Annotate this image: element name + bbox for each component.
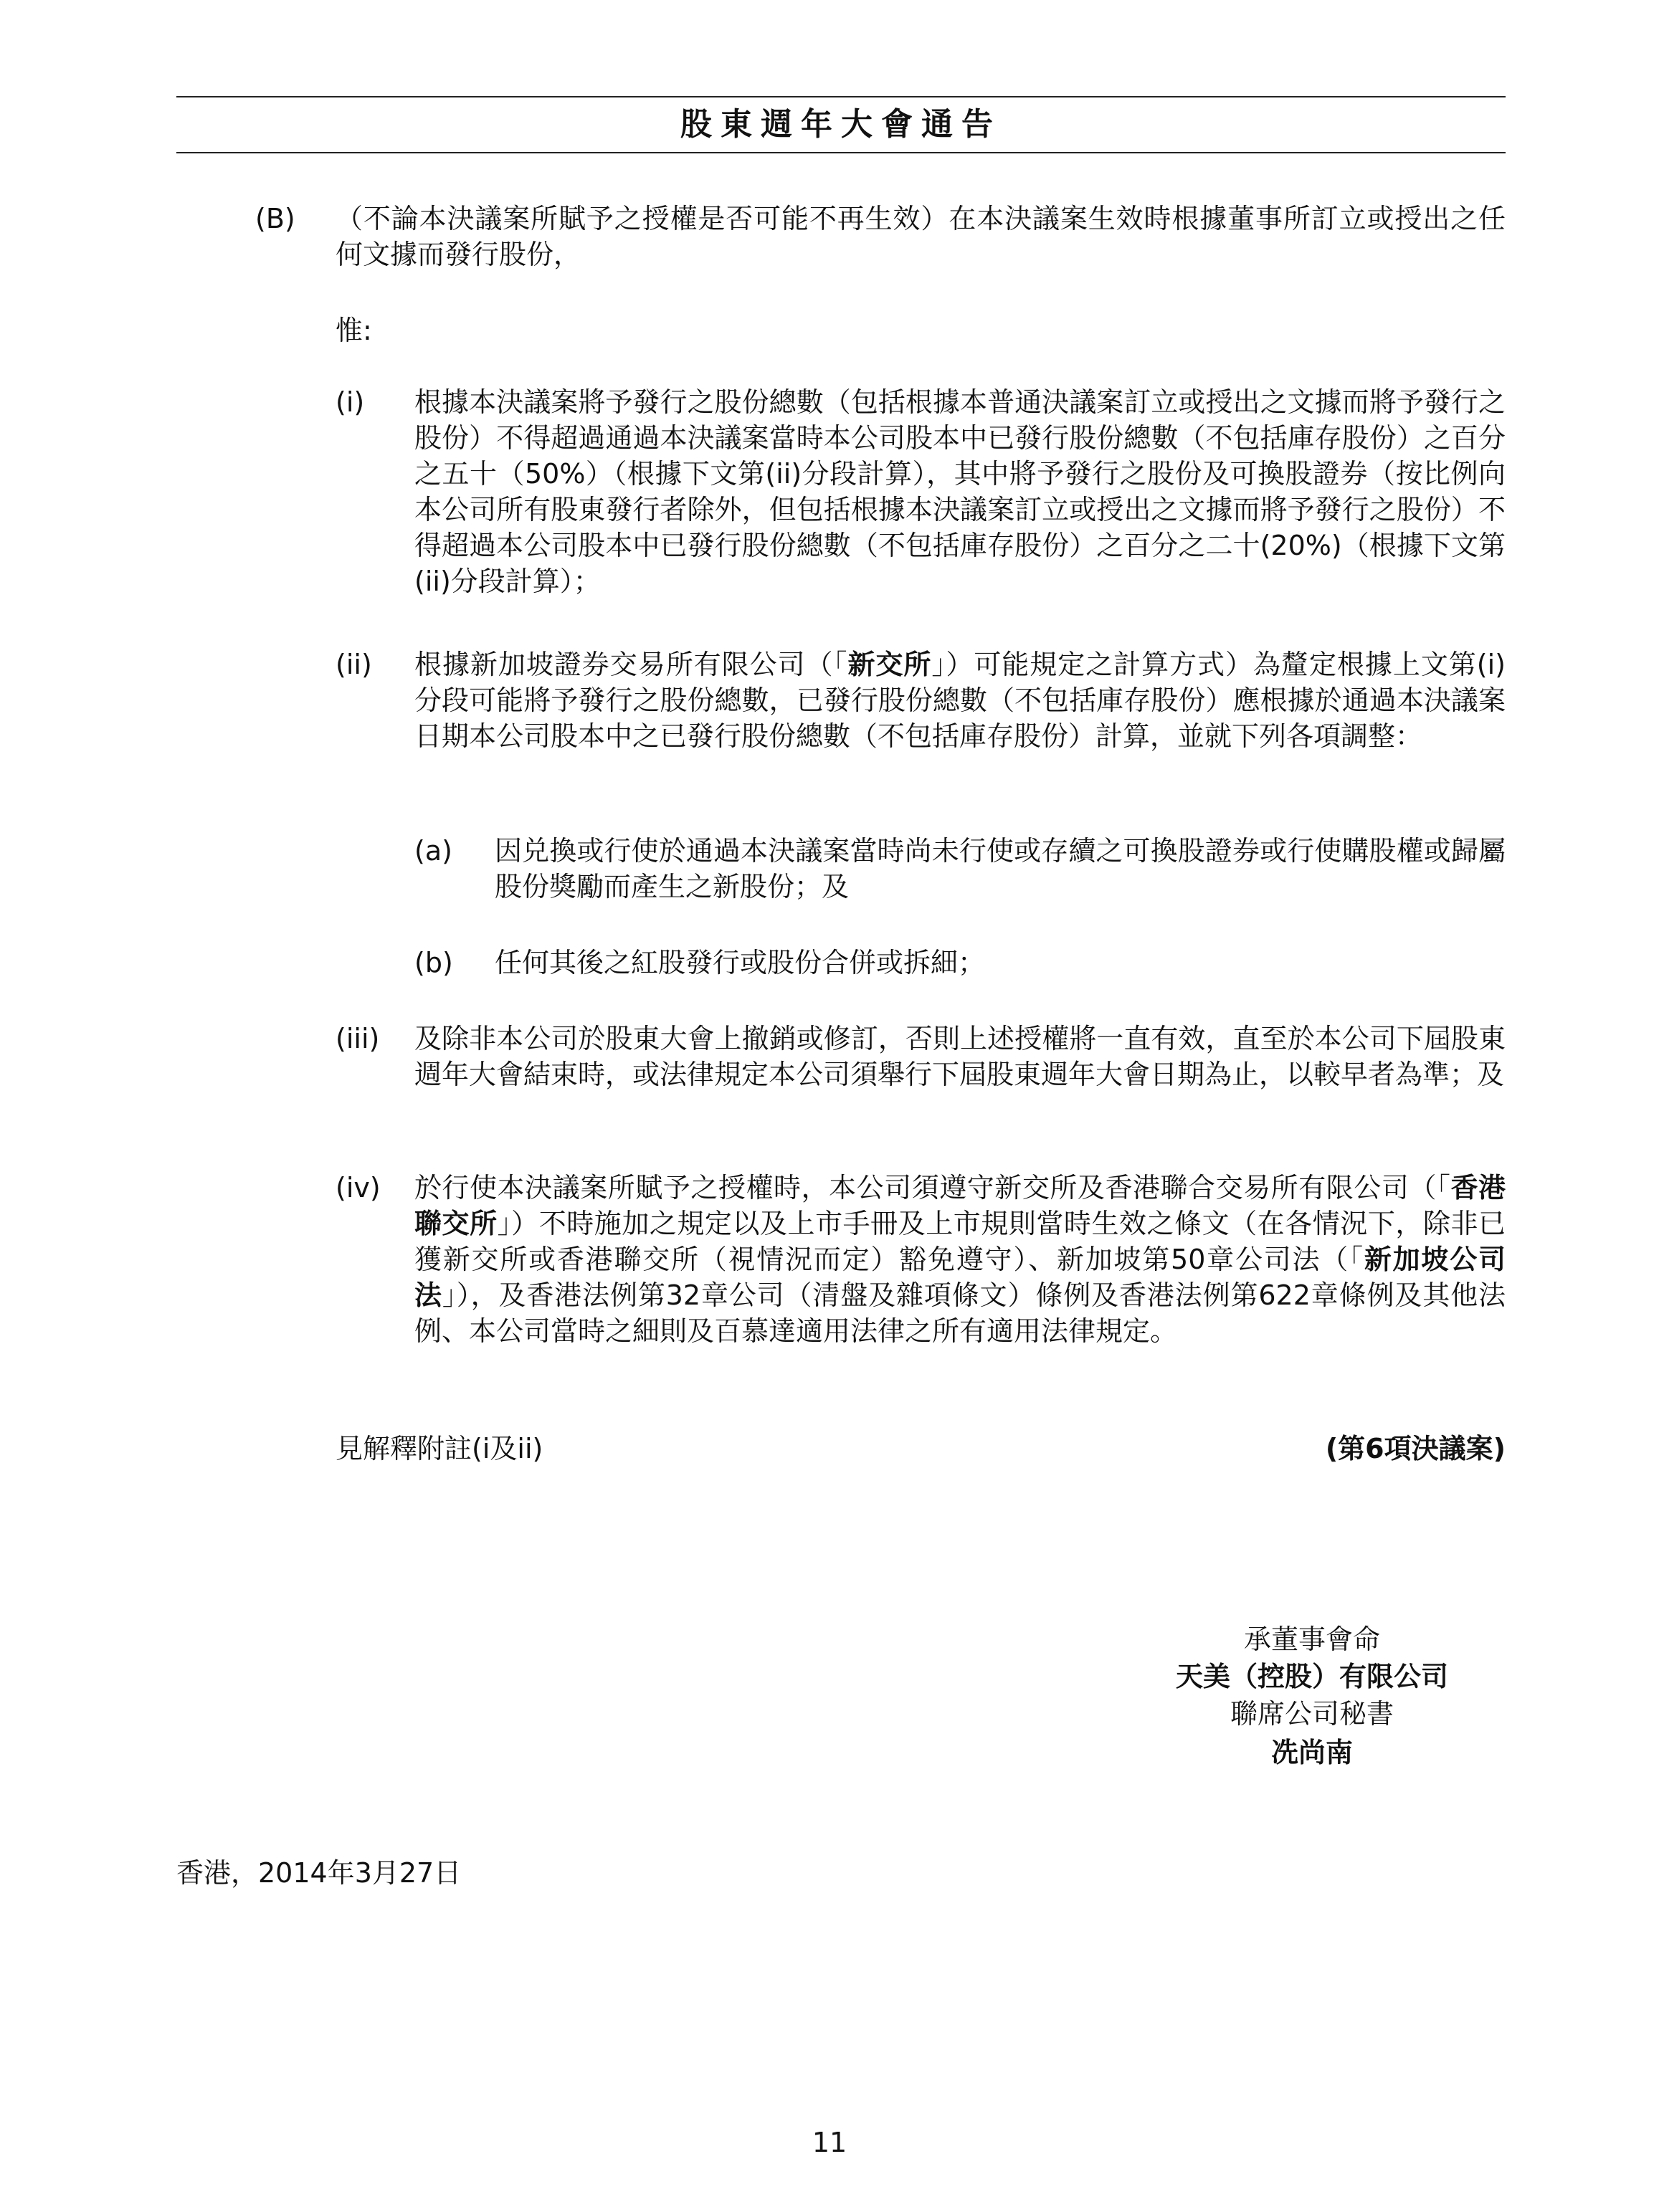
defined-term-hkex: 香港聯交所 [414,1172,1506,1239]
signature-role: 聯席公司秘書 [1230,1698,1394,1730]
item-iii-marker: (iii) [336,1023,380,1054]
sub-item-b-marker: (b) [414,947,453,978]
item-iv-text-part2: 」）不時施加之規定以及上市手冊及上市規則當時生效之條文（在各情況下，除非已獲新交所或香港聯交所（視情況而定）豁免遵守）、新加坡第50章公司法（「 [414,1208,1506,1275]
item-i-text: 根據本決議案將予發行之股份總數（包括根據本普通決議案訂立或授出之文據而將予發行之股份）不得超過通過本決議案當時本公司股本中已發行股份總數（不包括庫存股份）之百分之五十（50%）（根據下文第(ii)分段計算），其中將予發行之股份及可換股證券（按比例向本公司所有股東發行者除外，但包括根據本決議案訂立或授出之文據而將予發行之股份）不得超過本公司股本中已發行股份總數（不包括庫存股份）之百分之二十(20%)（根據下文第(ii)分段計算）； [414,386,1506,597]
sub-item-a-marker: (a) [414,835,452,867]
resolution-reference-text: (第6項決議案) [1325,1433,1506,1464]
signature-company-text: 天美（控股）有限公司 [1175,1661,1448,1692]
header-top-rule [176,96,1506,97]
page-title: 股東週年大會通告 [680,106,1002,143]
item-iii [336,1021,1506,1135]
paragraph-b-text: （不論本決議案所賦予之授權是否可能不再生效）在本決議案生效時根據董事所訂立或授出之任何文據而發行股份， [336,203,1506,270]
item-i [336,384,1506,606]
item-ii-text [414,647,1506,754]
item-iv-text-part3: 」），及香港法例第32章公司（清盤及雜項條文）條例及香港法例第622章條例及其他法例、本公司當時之細則及百慕達適用法律之所有適用法律規定。 [414,1279,1506,1347]
header-bottom-rule [176,152,1506,153]
item-iv [336,1170,1506,1392]
signature-name [1118,1735,1506,1770]
date-line: 香港，2014年3月27日 [176,1857,462,1889]
resolution-reference [1075,1431,1506,1467]
item-i-marker: (i) [336,386,365,418]
item-iv-text [414,1170,1506,1349]
provided-label: 惟: [336,315,372,346]
sub-item-a-text: 因兑換或行使於通過本決議案當時尚未行使或存續之可換股證券或行使購股權或歸屬股份獎勵而產生之新股份；及 [495,835,1506,902]
paragraph-b-marker: (B) [255,203,295,234]
signature-company [1118,1659,1506,1694]
notes-reference: 見解釋附註(i及ii) [336,1433,543,1464]
paragraph-b [255,201,1506,280]
item-iv-text-part1: 於行使本決議案所賦予之授權時，本公司須遵守新交所及香港聯合交易所有限公司（「 [414,1172,1451,1203]
defined-term-companies-act: 新加坡公司法 [414,1244,1506,1311]
item-ii-text-part2: 」）可能規定之計算方式）為釐定根據上文第(i)分段可能將予發行之股份總數，已發行股份總數（不包括庫存股份）應根據於通過本決議案日期本公司股本中之已發行股份總數（不包括庫存股份）計算，並就下列各項調整： [414,649,1506,752]
item-ii-marker: (ii) [336,649,372,680]
sub-item-b-text: 任何其後之紅股發行或股份合併或拆細； [495,947,986,978]
item-iv-marker: (iv) [336,1172,381,1203]
item-ii [336,647,1506,797]
defined-term-sgx: 新交所 [847,649,932,680]
sub-item-b [414,945,1506,988]
page-number: 11 [812,2127,847,2158]
signature-line1: 承董事會命 [1243,1624,1380,1655]
sub-item-a [414,833,1506,912]
item-ii-text-part1: 根據新加坡證券交易所有限公司（「 [414,649,848,680]
signature-name-text: 冼尚南 [1270,1737,1353,1768]
item-iii-text: 及除非本公司於股東大會上撤銷或修訂，否則上述授權將一直有效，直至於本公司下屆股東週年大會結束時，或法律規定本公司須舉行下屆股東週年大會日期為止，以較早者為準；及 [414,1023,1506,1090]
